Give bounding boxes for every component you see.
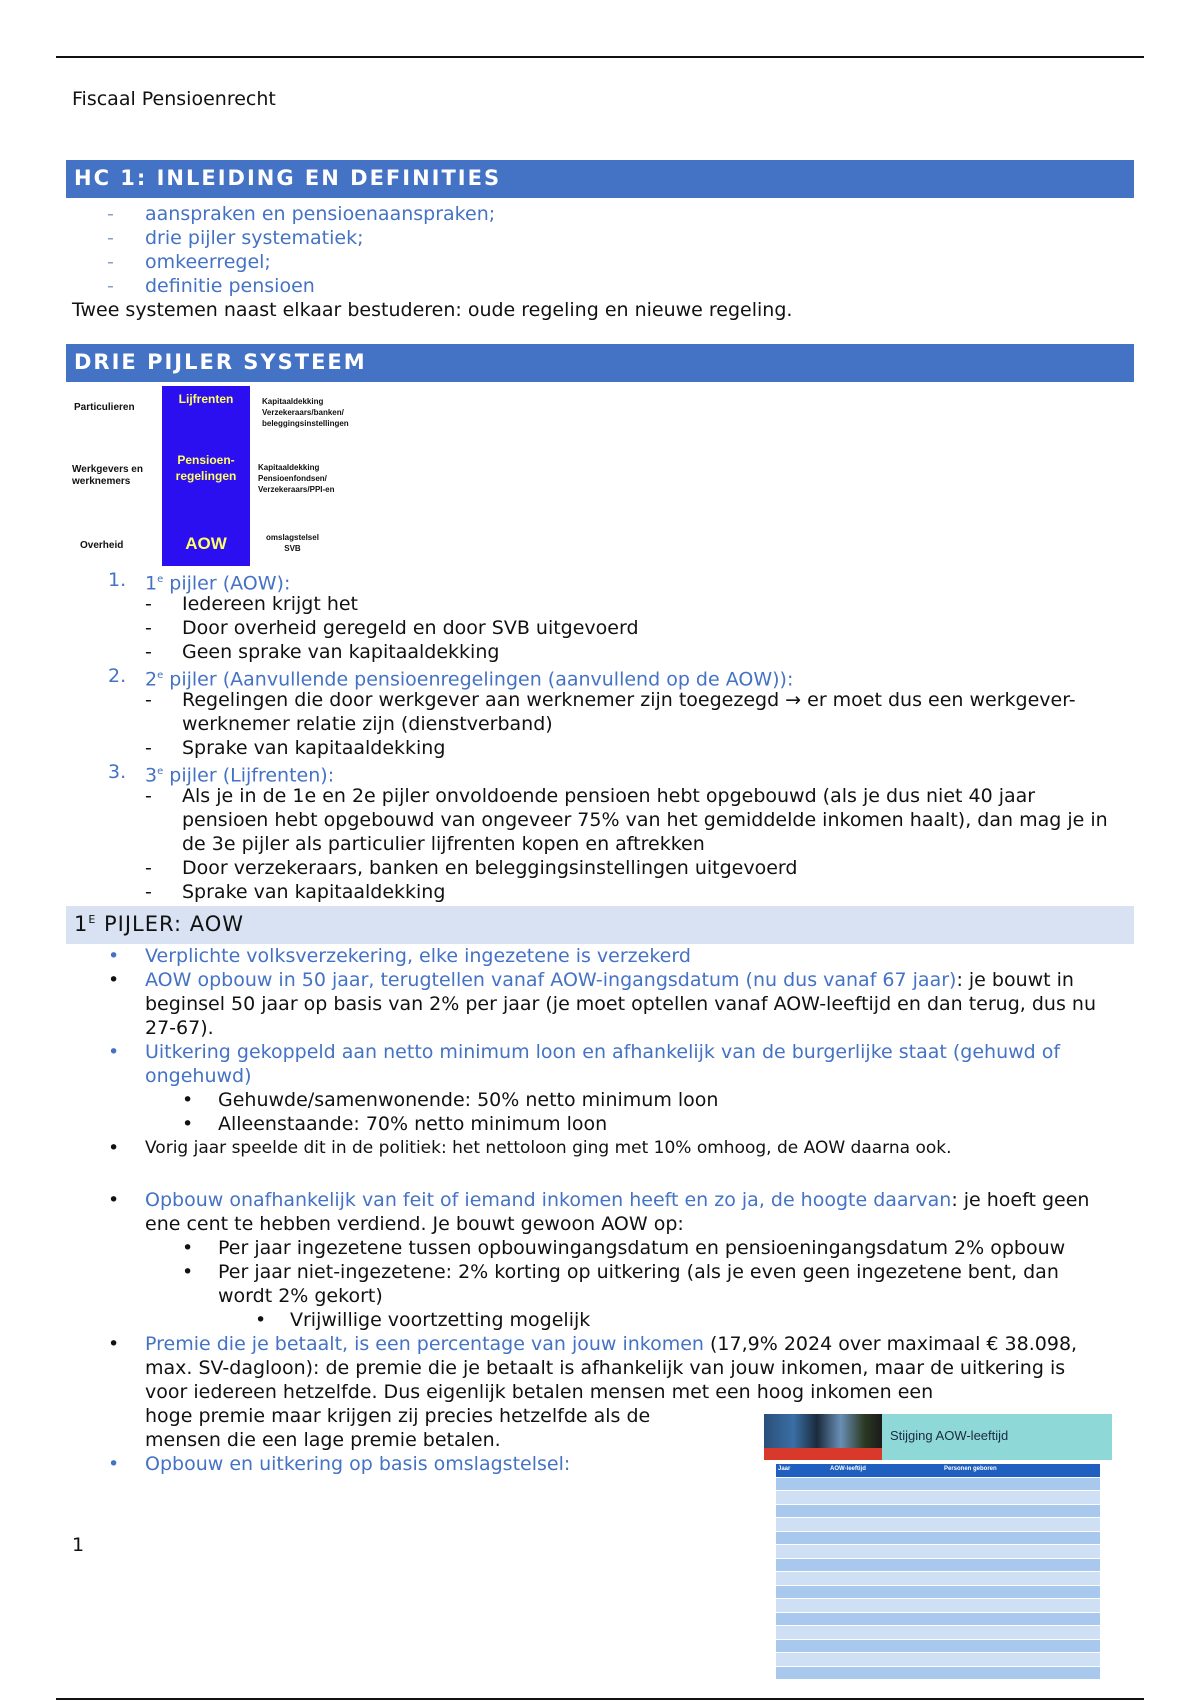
top-rule <box>56 56 1144 58</box>
table-title: Stijging AOW-leeftijd <box>890 1428 1009 1443</box>
list-item: Iedereen krijgt het <box>182 593 359 615</box>
aow-leeftijd-table-image <box>764 1414 1112 1662</box>
heading-hc1: HC 1: INLEIDING EN DEFINITIES <box>66 160 1134 198</box>
pillar-pensioen: Pensioen- regelingen <box>175 453 237 483</box>
list-item: Als je in de 1e en 2e pijler onvoldoende pensioen hebt opgebouwd (als je dus niet 40 jaar pensioen hebt opgebouwd van ongeveer 75% van het gemiddelde inkomen haalt), dan mag je in de 3e pijler als particulier lijfrenten kopen en aftrekken <box>182 785 1108 855</box>
list-item: Regelingen die door werkgever aan werknemer zijn toegezegd → er moet dus een werkgever-werknemer relatie zijn (dienstverband) <box>182 689 1076 735</box>
pijler-1-heading: 1e pijler (AOW): <box>145 572 291 595</box>
heading-aow: $1^E$ PIJLER: AOW <box>66 906 1134 944</box>
banner-strip <box>764 1448 882 1460</box>
pijler-3-heading: 3e pijler (Lijfrenten): <box>145 764 335 787</box>
list-item: Door verzekeraars, banken en beleggingsinstellingen uitgevoerd <box>182 857 798 879</box>
diagram-note: Kapitaaldekking Pensioenfondsen/ Verzekeraars/PPI-en <box>258 463 335 494</box>
pillar-lijfrenten: Lijfrenten <box>178 392 234 406</box>
list-item: drie pijler systematiek; <box>145 227 364 249</box>
diagram-label: Overheid <box>80 540 124 551</box>
list-item: Alleenstaande: 70% netto minimum loon <box>218 1113 608 1135</box>
pijler-list: 1. 1e pijler (AOW): - Iedereen krijgt het - Door overheid geregeld en door SVB uitgevoerd - Geen sprake van kapitaaldekking 2. 2e pijler (Aanvullende pensioenregelingen (aanvullend op de AOW)): - Regelingen die door werkgever aan werknemer zijn toegezegd → er moet dus een werkgever-werknemer relatie zijn (dienstverband) - Sprake van kapitaaldekking 3. 3e pijler (Lijfrenten): - Als je in de 1e en 2e pijler onvoldoende pensioen hebt opgebouwd (als je dus niet 40 jaar pensioen hebt opgebouwd van ongeveer 75% van het gemiddelde inkomen haalt), dan mag je in de 3e pijler als particulier lijfrenten kopen en aftrekken - Door verzekeraars, banken en beleggingsinstellingen uitgevoerd - Sprake van kapitaaldekking <box>0 568 1200 904</box>
list-item: Verplichte volksverzekering, elke ingezetene is verzekerd <box>145 945 691 967</box>
list-item: Per jaar ingezetene tussen opbouwingangsdatum en pensioeningangsdatum 2% opbouw <box>218 1237 1066 1259</box>
diagram-note: Kapitaaldekking Verzekeraars/banken/ beleggingsinstellingen <box>262 397 349 428</box>
document-header: Fiscaal Pensioenrecht <box>72 88 276 110</box>
list-item: Vrijwillige voortzetting mogelijk <box>290 1309 591 1331</box>
pillar-aow: AOW <box>185 534 227 553</box>
list-item: definitie pensioen <box>145 275 315 297</box>
list-item: Sprake van kapitaaldekking <box>182 737 446 759</box>
hc1-note: Twee systemen naast elkaar bestuderen: oude regeling en nieuwe regeling. <box>72 299 793 321</box>
list-item: Uitkering gekoppeld aan netto minimum loon en afhankelijk van de burgerlijke staat (gehuwd of ongehuwd) <box>145 1041 1061 1087</box>
list-item: Premie die je betaalt, is een percentage van jouw inkomen (17,9% 2024 over maximaal € 38.098, max. SV-dagloon): de premie die je betaalt is afhankelijk van jouw inkomen, maar de uitkering is voor iedereen hetzelfde. Dus eigenlijk betalen mensen met een hoog inkomen een <box>145 1333 1078 1403</box>
diagram-label: Particulieren <box>74 402 135 413</box>
list-item: AOW opbouw in 50 jaar, terugtellen vanaf AOW-ingangsdatum (nu dus vanaf 67 jaar): je bouwt in beginsel 50 jaar op basis van 2% per jaar (je moet optellen vanaf AOW-leeftijd en dan terug, dus nu 27-67). <box>145 969 1096 1039</box>
list-item: Opbouw en uitkering op basis omslagstelsel: <box>145 1453 571 1475</box>
list-item: Per jaar niet-ingezetene: 2% korting op uitkering (als je even geen ingezetene bent, dan wordt 2% gekort) <box>218 1261 1059 1307</box>
table-grid: Jaar AOW-leeftijd Personen geboren <box>776 1464 1100 1680</box>
hc1-list: - aanspraken en pensioenaanspraken; - drie pijler systematiek; - omkeerregel; - definitie pensioen Twee systemen naast elkaar bestuderen: oude regeling en nieuwe regeling. <box>72 203 793 321</box>
heading-drie-pijler: DRIE PIJLER SYSTEEM <box>66 344 1134 382</box>
pijler-2-heading: 2e pijler (Aanvullende pensioenregelingen (aanvullend op de AOW)): <box>145 668 794 691</box>
diagram-note: omslagstelsel SVB <box>266 533 319 553</box>
page-number: 1 <box>72 1534 85 1556</box>
pillar-diagram <box>66 386 366 566</box>
list-item: Gehuwde/samenwonende: 50% netto minimum loon <box>218 1089 719 1111</box>
list-item: omkeerregel; <box>145 251 271 273</box>
diagram-label: Werkgevers en werknemers <box>72 464 143 487</box>
list-item: Opbouw onafhankelijk van feit of iemand inkomen heeft en zo ja, de hoogte daarvan: je hoeft geen ene cent te hebben verdiend. Je bouwt gewoon AOW op: <box>145 1189 1090 1235</box>
list-item: Vorig jaar speelde dit in de politiek: het nettoloon ging met 10% omhoog, de AOW daarna ook. <box>145 1138 952 1158</box>
list-item: Door overheid geregeld en door SVB uitgevoerd <box>182 617 639 639</box>
list-item: Geen sprake van kapitaaldekking <box>182 641 500 663</box>
list-item: Sprake van kapitaaldekking <box>182 881 446 903</box>
list-item: aanspraken en pensioenaanspraken; <box>145 203 496 225</box>
aow-list: • Verplichte volksverzekering, elke ingezetene is verzekerd • AOW opbouw in 50 jaar, terugtellen vanaf AOW-ingangsdatum (nu dus vanaf 67 jaar): je bouwt in beginsel 50 jaar op basis van 2% per jaar (je moet optellen vanaf AOW-leeftijd en dan terug, dus nu 27-67). • Uitkering gekoppeld aan netto minimum loon en afhankelijk van de burgerlijke staat (gehuwd of ongehuwd) • Gehuwde/samenwonende: 50% netto minimum loon • Alleenstaande: 70% netto minimum loon • Vorig jaar speelde dit in de politiek: het nettoloon ging met 10% omhoog, de AOW daarna ook. • Opbouw onafhankelijk van feit of iemand inkomen heeft en zo ja, de hoogte daarvan: je hoeft geen ene cent te hebben verdiend. Je bouwt gewoon AOW op: • Per jaar ingezetene tussen opbouwingangsdatum en pensioeningangsdatum 2% opbouw • Per jaar niet-ingezetene: 2% korting op uitkering (als je even geen ingezetene bent, dan wordt 2% gekort) • Vrijwillige voortzetting mogelijk • Premie die je betaalt, is een percentage van jouw inkomen (17,9% 2024 over maximaal € 38.098, max. SV-dagloon): de premie die je betaalt is afhankelijk van jouw inkomen, maar de uitkering is voor iedereen hetzelfde. Dus eigenlijk betalen mensen met een hoog inkomen een hoge premie maar krijgen zij precies hetzelfde als de mensen die een lage premie betalen. • Opbouw en uitkering op basis omslagstelsel: <box>0 944 1200 1476</box>
